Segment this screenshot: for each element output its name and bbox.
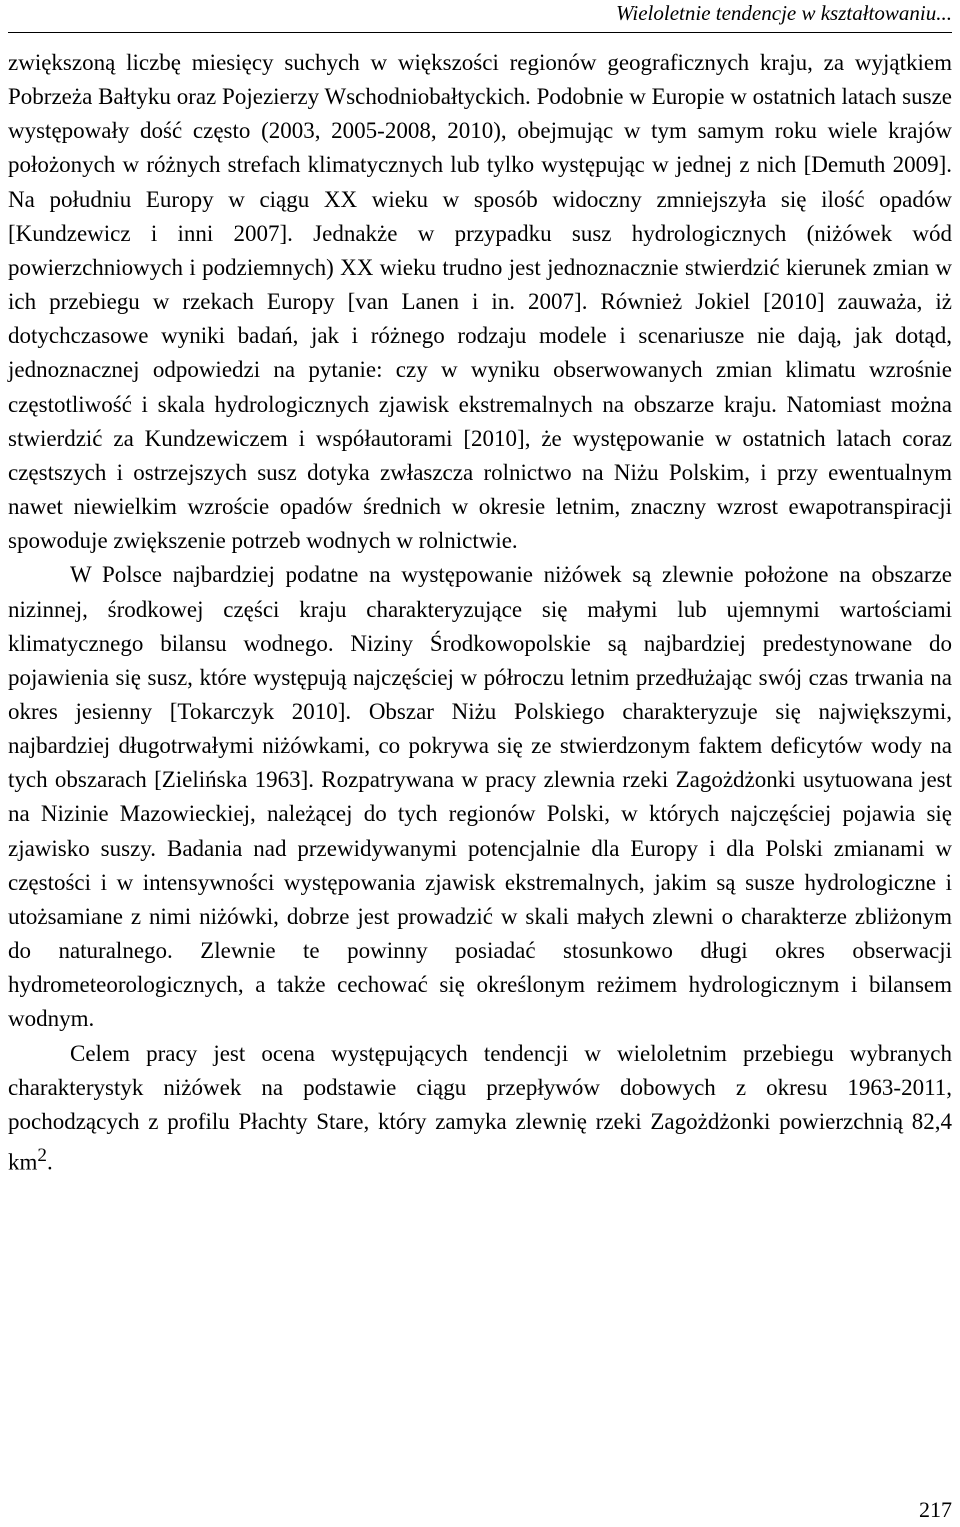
paragraph	[8, 1037, 952, 1180]
paragraph-text: Celem pracy jest ocena występujących tendencji w wieloletnim przebiegu wybranych charakterystyk niżówek na podstawie ciągu przepływów dobowych z okresu 1963-2011, pochodzących z profilu Płachty Stare, który zamyka zlewnię rzeki Zagożdżonki powierzchnią 82,4 km	[8, 1040, 952, 1175]
page-number: 217	[919, 1497, 952, 1522]
superscript-exponent: 2	[37, 1145, 47, 1166]
paragraph: zwiększoną liczbę miesięcy suchych w większości regionów geograficznych kraju, za wyjątkiem Pobrzeża Bałtyku oraz Pojezierzy Wschodniobałtyckich. Podobnie w Europie w ostatnich latach susze występowały dość często (2003, 2005-2008, 2010), obejmując w tym samym roku wiele krajów położonych w różnych strefach klimatycznych lub tylko występując w jednej z nich [Demuth 2009]. Na południu Europy w ciągu XX wieku w sposób widoczny zmniejszyła się ilość opadów [Kundzewicz i inni 2007]. Jednakże w przypadku susz hydrologicznych (niżówek wód powierzchniowych i podziemnych) XX wieku trudno jest jednoznacznie stwierdzić kierunek zmian w ich przebiegu w rzekach Europy [van Lanen i in. 2007]. Również Jokiel [2010] zauważa, iż dotychczasowe wyniki badań, jak i różnego rodzaju modele i scenariusze nie dają, jak dotąd, jednoznacznej odpowiedzi na pytanie: czy w wyniku obserwowanych zmian klimatu wzrośnie częstotliwość i skala hydrologicznych zjawisk ekstremalnych na obszarze kraju. Natomiast można stwierdzić za Kundzewiczem i współautorami [2010], że występowanie w ostatnich latach coraz częstszych i ostrzejszych susz dotyka zwłaszcza rolnictwo na Niżu Polskim, i przy ewentualnym nawet niewielkim wzroście opadów średnich w okresie letnim, znaczny wzrost ewapotranspiracji spowoduje zwiększenie potrzeb wodnych w rolnictwie.	[8, 50, 952, 554]
paragraph: W Polsce najbardziej podatne na występowanie niżówek są zlewnie położone na obszarze nizinnej, środkowej części kraju charakteryzujące się małymi lub ujemnymi wartościami klimatycznego bilansu wodnego. Niziny Środkowopolskie są najbardziej predestynowane do pojawienia się susz, które występują najczęściej w półroczu letnim przedłużając swój czas trwania na okres jesienny [Tokarczyk 2010]. Obszar Niżu Polskiego charakteryzuje się największymi, najbardziej długotrwałymi niżówkami, co pokrywa się ze stwierdzonym faktem deficytów wody na tych obszarach [Zielińska 1963]. Rozpatrywana w pracy zlewnia rzeki Zagożdżonki usytuowana jest na Nizinie Mazowieckiej, należącej do tych regionów Polski, w których najczęściej pojawia się zjawisko suszy. Badania nad przewidywanymi potencjalnie dla Europy i dla Polski zmianami w częstości i w intensywności występowania zjawisk ekstremalnych, jakim są susze hydrologiczne i utożsamiane z nimi niżówki, dobrze jest prowadzić w skali małych zlewni o charakterze zbliżonym do naturalnego. Zlewnie te powinny posiadać stosunkowo długi okres obserwacji hydrometeorologicznych, a także cechować się określonym reżimem hydrologicznym i bilansem wodnym.	[8, 562, 952, 1032]
running-header	[8, 0, 952, 33]
body-text	[8, 46, 952, 1180]
running-title: Wieloletnie tendencje w kształtowaniu...	[616, 1, 952, 25]
paragraph-end-punctuation: .	[46, 1149, 53, 1175]
